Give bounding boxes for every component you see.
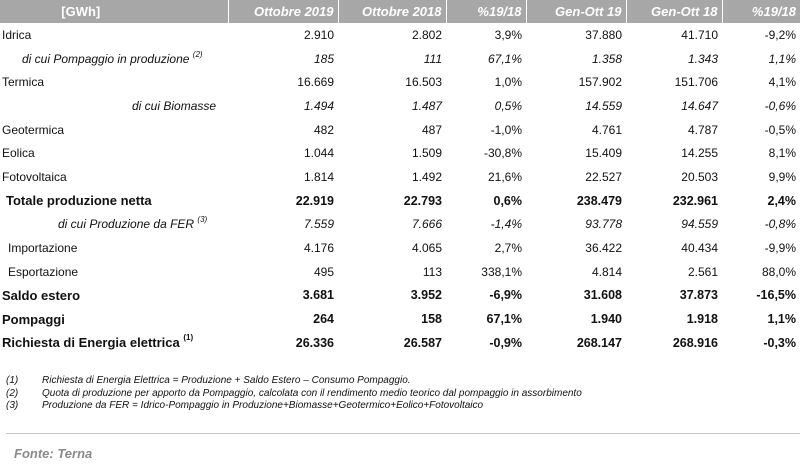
table-cell: 1.487 bbox=[411, 98, 442, 113]
header-pct-change-month: %19/18 bbox=[446, 0, 526, 23]
row-label bbox=[0, 213, 228, 237]
footnote-ref: (3) bbox=[197, 215, 208, 225]
table-cell: 37.873 bbox=[679, 288, 718, 303]
row-label bbox=[0, 236, 228, 260]
row-label bbox=[0, 331, 228, 355]
source-credit: Fonte: Terna bbox=[14, 446, 93, 461]
table-cell: 14.559 bbox=[585, 98, 622, 113]
table-cell: 4.814 bbox=[591, 264, 622, 279]
table-cell: -0,3% bbox=[763, 335, 796, 350]
table-row bbox=[0, 165, 800, 189]
row-label bbox=[0, 260, 228, 284]
row-label bbox=[0, 23, 228, 47]
table-cell: -1,0% bbox=[490, 122, 522, 137]
table-cell: 88,0% bbox=[761, 264, 796, 279]
table-cell: 1,0% bbox=[494, 75, 522, 90]
table-cell: 7.666 bbox=[411, 217, 442, 232]
footnote-text: Richiesta di Energia Elettrica = Produzione + Saldo Estero – Consumo Pompaggio. bbox=[42, 375, 411, 386]
footnote-text: Produzione da FER = Idrico-Pompaggio in Produzione+Biomasse+Geotermico+Eolico+Fotovoltaico bbox=[42, 400, 484, 411]
table-cell: 151.706 bbox=[674, 75, 718, 90]
footnote bbox=[6, 375, 582, 388]
footnote-text: Quota di produzione per apporto da Pompaggio, calcolata con il rendimento medio teorico dal pompaggio in assorbimento bbox=[42, 387, 582, 399]
table-cell: -9,2% bbox=[764, 27, 796, 42]
table-cell: 268.147 bbox=[576, 335, 622, 350]
table-cell: 3,9% bbox=[494, 27, 522, 42]
table-cell: 1.358 bbox=[591, 51, 622, 66]
table-cell: 158 bbox=[421, 312, 442, 327]
table-cell: -0,9% bbox=[489, 335, 522, 350]
table-row bbox=[0, 307, 800, 331]
row-label-text: Geotermica bbox=[2, 122, 65, 137]
table-cell: 16.503 bbox=[405, 75, 442, 90]
table-cell: 7.559 bbox=[303, 217, 334, 232]
row-label bbox=[0, 70, 228, 94]
header-jan-oct-19: Gen-Ott 19 bbox=[526, 0, 626, 23]
table-cell: -9,9% bbox=[764, 241, 796, 256]
table-row bbox=[0, 213, 800, 237]
table-cell: 3.681 bbox=[302, 288, 334, 303]
row-label-text: Pompaggi bbox=[2, 311, 65, 327]
table-row bbox=[0, 118, 800, 142]
table-cell: 41.710 bbox=[681, 27, 718, 42]
divider bbox=[6, 433, 800, 434]
table-cell: 495 bbox=[313, 264, 334, 279]
row-label bbox=[0, 189, 228, 213]
table-cell: 3.952 bbox=[410, 288, 442, 303]
table-cell: 1.494 bbox=[303, 98, 334, 113]
table-cell: 1.814 bbox=[303, 169, 334, 184]
table-cell: 21,6% bbox=[487, 169, 522, 184]
table-cell: 232.961 bbox=[672, 193, 718, 208]
row-label-text: Importazione bbox=[8, 241, 78, 256]
table-cell: 36.422 bbox=[585, 241, 622, 256]
row-label bbox=[0, 165, 228, 189]
table-cell: 2.561 bbox=[687, 264, 718, 279]
table-row bbox=[0, 141, 800, 165]
table-row bbox=[0, 260, 800, 284]
row-label-text: Esportazione bbox=[8, 264, 79, 279]
table-cell: 4,1% bbox=[768, 75, 796, 90]
footnote-ref: (1) bbox=[183, 333, 194, 343]
table-cell: 1.918 bbox=[686, 312, 718, 327]
row-label bbox=[0, 94, 228, 118]
table-cell: 113 bbox=[422, 264, 442, 279]
table-cell: 482 bbox=[313, 122, 334, 137]
footnote-number: (3) bbox=[6, 400, 19, 411]
table-cell: 9,9% bbox=[768, 169, 796, 184]
footnote bbox=[6, 400, 582, 413]
table-cell: 26.587 bbox=[403, 335, 442, 350]
table-row bbox=[0, 47, 800, 71]
table-cell: -0,5% bbox=[764, 122, 796, 137]
table-cell: 0,6% bbox=[493, 193, 522, 208]
row-label-text: Fotovoltaica bbox=[2, 169, 67, 184]
table-cell: 40.434 bbox=[681, 241, 718, 256]
footnote-number: (1) bbox=[6, 375, 19, 386]
table-cell: 22.793 bbox=[403, 193, 442, 208]
table-cell: 1.509 bbox=[411, 146, 442, 161]
table-row bbox=[0, 94, 800, 118]
table-cell: 22.527 bbox=[585, 169, 622, 184]
header-october-2018: Ottobre 2018 bbox=[338, 0, 446, 23]
table-cell: 1.492 bbox=[411, 169, 442, 184]
table-cell: 268.916 bbox=[672, 335, 718, 350]
row-label bbox=[0, 307, 228, 331]
table-cell: 4.787 bbox=[687, 122, 718, 137]
table-row bbox=[0, 189, 800, 213]
table-cell: 1.343 bbox=[687, 51, 718, 66]
table-cell: 14.255 bbox=[681, 146, 718, 161]
table-cell: 264 bbox=[313, 312, 334, 327]
footnote bbox=[6, 388, 582, 401]
table-cell: 67,1% bbox=[487, 51, 522, 66]
header-unit: [GWh] bbox=[0, 0, 228, 23]
footnotes bbox=[6, 375, 582, 413]
row-label bbox=[0, 141, 228, 165]
table-cell: 1,1% bbox=[767, 312, 796, 327]
table-cell: 1.044 bbox=[303, 146, 334, 161]
table-cell: 2.802 bbox=[411, 27, 442, 42]
table-cell: 4.761 bbox=[591, 122, 622, 137]
table-cell: 1,1% bbox=[768, 51, 796, 66]
table-cell: 4.065 bbox=[411, 241, 442, 256]
table-cell: 487 bbox=[421, 122, 442, 137]
row-label bbox=[0, 284, 228, 308]
table-cell: 2,4% bbox=[767, 193, 796, 208]
table-cell: 26.336 bbox=[295, 335, 334, 350]
header-jan-oct-18: Gen-Ott 18 bbox=[626, 0, 722, 23]
table-cell: -6,9% bbox=[489, 288, 522, 303]
table-cell: 338,1% bbox=[481, 264, 522, 279]
table-cell: 8,1% bbox=[768, 146, 796, 161]
table-cell: 1.940 bbox=[590, 312, 622, 327]
table-cell: 67,1% bbox=[486, 312, 522, 327]
table-cell: 15.409 bbox=[585, 146, 622, 161]
table-cell: -1,4% bbox=[490, 217, 522, 232]
header-pct-change-ytd: %19/18 bbox=[722, 0, 800, 23]
row-label bbox=[0, 47, 228, 71]
table-cell: 2.910 bbox=[303, 27, 334, 42]
table-cell: -0,8% bbox=[764, 217, 796, 232]
table-row bbox=[0, 70, 800, 94]
row-label-text: Richiesta di Energia elettrica bbox=[2, 335, 180, 351]
row-label bbox=[0, 118, 228, 142]
row-label-text: Totale produzione netta bbox=[6, 193, 152, 209]
table-cell: -0,6% bbox=[764, 98, 796, 113]
table-cell: 157.902 bbox=[578, 75, 622, 90]
row-label-text: di cui Produzione da FER bbox=[58, 217, 195, 232]
table-header-row bbox=[0, 0, 800, 23]
table-cell: 185 bbox=[313, 51, 334, 66]
row-label-text: di cui Biomasse bbox=[132, 98, 217, 113]
row-label-text: Idrica bbox=[2, 27, 32, 42]
table-cell: 20.503 bbox=[681, 169, 718, 184]
table-row bbox=[0, 331, 800, 355]
table-row bbox=[0, 236, 800, 260]
row-label-text: di cui Pompaggio in produzione bbox=[22, 51, 190, 66]
header-october-2019: Ottobre 2019 bbox=[228, 0, 338, 23]
footnote-number: (2) bbox=[6, 387, 19, 399]
table-cell: 22.919 bbox=[295, 193, 334, 208]
table-cell: 2,7% bbox=[494, 241, 522, 256]
table-cell: 4.176 bbox=[303, 241, 334, 256]
table-cell: 14.647 bbox=[681, 98, 718, 113]
table-cell: 0,5% bbox=[494, 98, 522, 113]
table-cell: -16,5% bbox=[756, 288, 796, 303]
table-cell: 94.559 bbox=[681, 217, 718, 232]
table-cell: 37.880 bbox=[585, 27, 622, 42]
table-cell: 31.608 bbox=[583, 288, 622, 303]
table-cell: 111 bbox=[423, 51, 442, 66]
table-cell: 16.669 bbox=[297, 75, 334, 90]
row-label-text: Saldo estero bbox=[2, 287, 81, 303]
table-cell: -30,8% bbox=[483, 146, 522, 161]
row-label-text: Eolica bbox=[2, 146, 35, 161]
row-label-text: Termica bbox=[2, 75, 45, 90]
table-row bbox=[0, 23, 800, 47]
table-row bbox=[0, 284, 800, 308]
table-cell: 238.479 bbox=[576, 193, 622, 208]
table-cell: 93.778 bbox=[585, 217, 622, 232]
footnote-ref: (2) bbox=[192, 49, 203, 59]
